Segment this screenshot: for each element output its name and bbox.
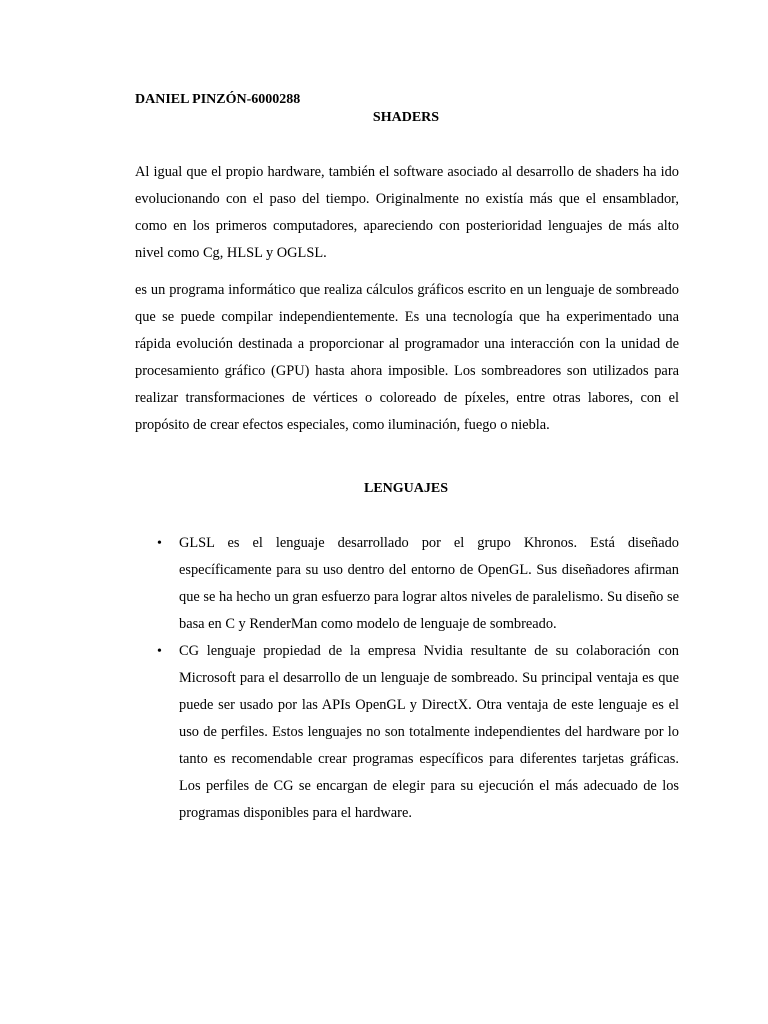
- list-item-text: CG lenguaje propiedad de la empresa Nvidia resultante de su colaboración con Microsoft para el desarrollo de un lenguaje de sombreado. Su principal ventaja es que puede ser usado por las APIs OpenGL y DirectX. Otra ventaja de este lenguaje es el uso de perfiles. Estos lenguajes no son totalmente independientes del hardware por lo tanto es recomendable crear programas específicos para diferentes tarjetas gráficas. Los perfiles de CG se encargan de elegir para su ejecución el más adecuado de los programas disponibles para el hardware.: [179, 643, 679, 821]
- list-item-cg: [135, 638, 679, 827]
- bullet-icon: •: [157, 644, 162, 659]
- document-title: SHADERS: [372, 110, 440, 125]
- definition-paragraph: es un programa informático que realiza cálculos gráficos escrito en un lenguaje de sombreado que se puede compilar independientemente. Es una tecnología que ha experimentado una rápida evolución destinada a proporcionar al programador una interacción con la unidad de procesamiento gráfico (GPU) hasta ahora imposible. Los sombreadores son utilizados para realizar transformaciones de vértices o coloreado de píxeles, entre otras labores, con el propósito de crear efectos especiales, como iluminación, fuego o niebla.: [135, 282, 679, 433]
- intro-paragraph: Al igual que el propio hardware, también el software asociado al desarrollo de shaders ha ido evolucionando con el paso del tiempo. Originalmente no existía más que el ensamblador, como en los primeros computadores, apareciendo con posterioridad lenguajes de más alto nivel como Cg, HLSL y OGLSL.: [135, 164, 679, 261]
- author-line: DANIEL PINZÓN-6000288: [135, 92, 301, 107]
- languages-list: [135, 530, 679, 827]
- bullet-icon: •: [157, 536, 162, 551]
- section-title-lenguajes: LENGUAJES: [363, 481, 449, 496]
- list-item-glsl: [135, 530, 679, 638]
- list-item-text: GLSL es el lenguaje desarrollado por el grupo Khronos. Está diseñado específicamente para su uso dentro del entorno de OpenGL. Sus diseñadores afirman que se ha hecho un gran esfuerzo para lograr altos niveles de paralelismo. Su diseño se basa en C y RenderMan como modelo de lenguaje de sombreado.: [179, 535, 679, 632]
